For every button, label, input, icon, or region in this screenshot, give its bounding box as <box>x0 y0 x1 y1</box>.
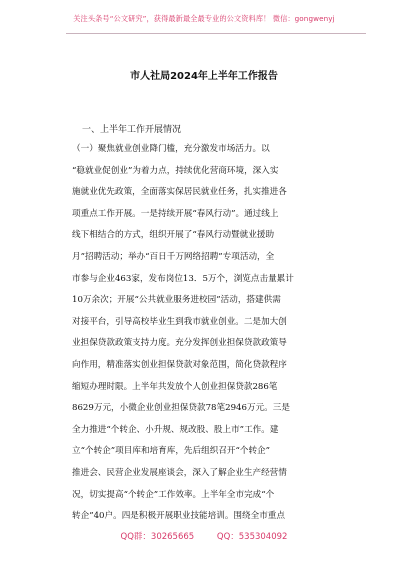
header-divider <box>66 33 366 34</box>
section-heading: 一、上半年工作开展情况 <box>82 125 182 135</box>
document-title: 市人社局2024年上半年工作报告 <box>130 71 278 82</box>
paragraph-line: 线下相结合的方式，组织开展了“春风行动暨就业援助 <box>72 230 275 241</box>
paragraph-line: （一）聚焦就业创业降门槛，充分激发市场活力。以 <box>72 144 270 154</box>
paragraph-line: 全力推进“个转企、小升规、规改股、股上市”工作。建 <box>72 424 279 435</box>
footer-qq-group: QQ群：30265665 <box>120 532 195 542</box>
paragraph-line: 施就业优先政策，全面落实保居民就业任务，扎实推进各 <box>72 187 287 198</box>
paragraph-line: 立“个转企”项目库和培育库，先后组织召开“个转企” <box>72 446 271 457</box>
paragraph-line: 月”招聘活动；举办“百日千万网络招聘”专项活动，全 <box>72 251 275 262</box>
footer-contact <box>0 530 408 542</box>
paragraph-line: 8629万元，小微企业创业担保贷款78笔2946万元。三是 <box>72 403 290 414</box>
body-paragraph <box>72 139 344 528</box>
paragraph-line: 缩短办理时限。上半年共发放个人创业担保贷款286笔 <box>72 381 278 392</box>
paragraph-line: “稳就业促创业”为着力点，持续优化营商环境，深入实 <box>72 165 279 176</box>
paragraph-line: 对接平台，引导高校毕业生到我市就业创业。二是加大创 <box>72 316 287 327</box>
paragraph-line: 推进会、民营企业发展座谈会，深入了解企业生产经营情 <box>72 467 287 478</box>
paragraph-line: 况，切实提高“个转企”工作效率。上半年全市完成“个 <box>72 489 275 500</box>
header-promo-note: 关注头条号“公文研究”，获得最新最全最专业的公文资料库！ 微信：gongwenyj <box>73 14 335 23</box>
paragraph-line: 市参与企业463家，发布岗位13．5万个，浏览点击量累计 <box>72 273 294 284</box>
paragraph-line: 10万余次；开展“公共就业服务进校园”活动，搭建供需 <box>72 295 281 306</box>
paragraph-line: 业担保贷款政策支持力度。充分发挥创业担保贷款政策导 <box>72 338 287 349</box>
paragraph-line: 项重点工作开展。一是持续开展“春风行动”。通过线上 <box>72 208 279 219</box>
footer-qq: QQ：535304092 <box>216 532 288 542</box>
paragraph-line: 转企”40户。四是积极开展职业技能培训。围绕全市重点 <box>72 511 285 522</box>
paragraph-line: 向作用，精准落实创业担保贷款对象范围，简化贷款程序 <box>72 359 287 370</box>
